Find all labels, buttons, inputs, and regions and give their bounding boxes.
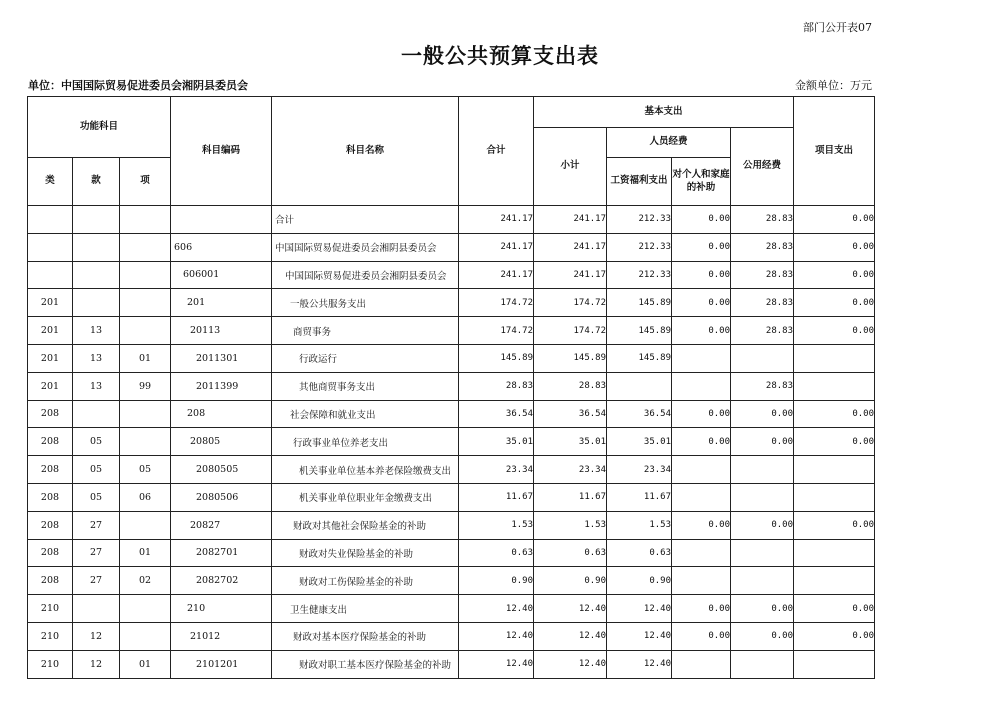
subject-name-cell: 卫生健康支出	[272, 595, 459, 623]
header-kuan: 款	[73, 158, 120, 206]
subject-code-cell: 2080506	[171, 483, 272, 511]
kuan-cell: 13	[73, 317, 120, 345]
public-expense-cell: 0.00	[731, 428, 794, 456]
family-subsidy-cell: 0.00	[672, 595, 731, 623]
lei-cell: 201	[28, 317, 73, 345]
salary-cell: 212.33	[607, 206, 672, 234]
family-subsidy-cell	[672, 456, 731, 484]
public-expense-cell: 0.00	[731, 511, 794, 539]
subject-code-cell: 2101201	[171, 650, 272, 678]
project-expense-cell: 0.00	[794, 595, 875, 623]
project-expense-cell	[794, 372, 875, 400]
lei-cell	[28, 233, 73, 261]
total-cell: 23.34	[459, 456, 534, 484]
subtotal-cell: 23.34	[534, 456, 607, 484]
kuan-cell: 05	[73, 428, 120, 456]
subtotal-cell: 28.83	[534, 372, 607, 400]
table-row	[28, 428, 875, 456]
subtotal-cell: 12.40	[534, 622, 607, 650]
subject-name-cell: 财政对基本医疗保险基金的补助	[272, 622, 459, 650]
salary-cell	[607, 372, 672, 400]
total-cell: 0.90	[459, 567, 534, 595]
public-expense-cell: 28.83	[731, 317, 794, 345]
subtotal-cell: 0.90	[534, 567, 607, 595]
table-row	[28, 511, 875, 539]
project-expense-cell	[794, 539, 875, 567]
family-subsidy-cell	[672, 650, 731, 678]
subject-code-cell: 21012	[171, 622, 272, 650]
lei-cell	[28, 206, 73, 234]
subject-code-cell: 606	[171, 233, 272, 261]
unit-label: 单位：中国国际贸易促进委员会湘阴县委员会	[28, 79, 248, 92]
lei-cell: 210	[28, 650, 73, 678]
kuan-cell	[73, 261, 120, 289]
subtotal-cell: 12.40	[534, 650, 607, 678]
table-row	[28, 372, 875, 400]
public-expense-cell	[731, 539, 794, 567]
project-expense-cell	[794, 344, 875, 372]
header-salary: 工资福利支出	[607, 158, 672, 206]
subject-code-cell: 2082701	[171, 539, 272, 567]
salary-cell: 12.40	[607, 595, 672, 623]
salary-cell: 0.90	[607, 567, 672, 595]
header-project: 项目支出	[794, 97, 875, 206]
xiang-cell: 06	[120, 483, 171, 511]
subject-code-cell: 20827	[171, 511, 272, 539]
total-cell: 12.40	[459, 595, 534, 623]
subject-name-cell: 财政对其他社会保险基金的补助	[272, 511, 459, 539]
xiang-cell: 02	[120, 567, 171, 595]
table-body	[28, 206, 875, 679]
total-cell: 11.67	[459, 483, 534, 511]
header-functional: 功能科目	[28, 97, 171, 158]
subtotal-cell: 241.17	[534, 261, 607, 289]
salary-cell: 0.63	[607, 539, 672, 567]
table-row	[28, 261, 875, 289]
total-cell: 1.53	[459, 511, 534, 539]
public-expense-cell	[731, 650, 794, 678]
kuan-cell	[73, 289, 120, 317]
family-subsidy-cell: 0.00	[672, 317, 731, 345]
project-expense-cell: 0.00	[794, 261, 875, 289]
subject-name-cell: 财政对职工基本医疗保险基金的补助	[272, 650, 459, 678]
table-row	[28, 622, 875, 650]
xiang-cell: 05	[120, 456, 171, 484]
table-row	[28, 567, 875, 595]
family-subsidy-cell: 0.00	[672, 622, 731, 650]
kuan-cell	[73, 595, 120, 623]
project-expense-cell: 0.00	[794, 622, 875, 650]
amount-unit-label: 金额单位：万元	[795, 79, 872, 92]
subject-code-cell: 2011399	[171, 372, 272, 400]
project-expense-cell: 0.00	[794, 400, 875, 428]
xiang-cell	[120, 622, 171, 650]
table-row	[28, 595, 875, 623]
kuan-cell: 27	[73, 511, 120, 539]
lei-cell: 208	[28, 483, 73, 511]
xiang-cell	[120, 233, 171, 261]
header-public: 公用经费	[731, 128, 794, 206]
header-name: 科目名称	[272, 97, 459, 206]
subtotal-cell: 0.63	[534, 539, 607, 567]
salary-cell: 212.33	[607, 233, 672, 261]
total-cell: 174.72	[459, 289, 534, 317]
subtotal-cell: 12.40	[534, 595, 607, 623]
public-expense-cell: 28.83	[731, 289, 794, 317]
subject-name-cell: 社会保障和就业支出	[272, 400, 459, 428]
subtotal-cell: 35.01	[534, 428, 607, 456]
header-basic: 基本支出	[534, 97, 794, 128]
xiang-cell	[120, 400, 171, 428]
public-expense-cell: 28.83	[731, 233, 794, 261]
xiang-cell: 01	[120, 650, 171, 678]
total-cell: 145.89	[459, 344, 534, 372]
kuan-cell: 05	[73, 456, 120, 484]
public-expense-cell: 28.83	[731, 261, 794, 289]
table-row	[28, 456, 875, 484]
table-row	[28, 483, 875, 511]
table-row	[28, 344, 875, 372]
subtotal-cell: 174.72	[534, 317, 607, 345]
subtotal-cell: 241.17	[534, 233, 607, 261]
table-row	[28, 317, 875, 345]
header-family: 对个人和家庭的补助	[672, 158, 731, 206]
family-subsidy-cell	[672, 372, 731, 400]
subject-code-cell: 208	[171, 400, 272, 428]
total-cell: 0.63	[459, 539, 534, 567]
public-expense-cell: 28.83	[731, 206, 794, 234]
subject-code-cell	[171, 206, 272, 234]
public-expense-cell: 0.00	[731, 622, 794, 650]
total-cell: 12.40	[459, 622, 534, 650]
lei-cell: 201	[28, 344, 73, 372]
family-subsidy-cell: 0.00	[672, 289, 731, 317]
subtotal-cell: 174.72	[534, 289, 607, 317]
subject-name-cell: 财政对失业保险基金的补助	[272, 539, 459, 567]
header-code: 科目编码	[171, 97, 272, 206]
family-subsidy-cell: 0.00	[672, 206, 731, 234]
project-expense-cell	[794, 567, 875, 595]
subject-code-cell: 210	[171, 595, 272, 623]
total-cell: 36.54	[459, 400, 534, 428]
lei-cell: 201	[28, 372, 73, 400]
public-expense-cell	[731, 483, 794, 511]
header-subtotal: 小计	[534, 128, 607, 206]
subtotal-cell: 241.17	[534, 206, 607, 234]
page-title: 一般公共预算支出表	[401, 43, 599, 68]
public-expense-cell	[731, 567, 794, 595]
subject-name-cell: 机关事业单位职业年金缴费支出	[272, 483, 459, 511]
table-row	[28, 233, 875, 261]
subject-name-cell: 商贸事务	[272, 317, 459, 345]
public-expense-cell: 28.83	[731, 372, 794, 400]
lei-cell: 208	[28, 456, 73, 484]
table-header	[28, 97, 875, 206]
xiang-cell	[120, 511, 171, 539]
project-expense-cell: 0.00	[794, 206, 875, 234]
family-subsidy-cell: 0.00	[672, 428, 731, 456]
total-cell: 174.72	[459, 317, 534, 345]
total-cell: 12.40	[459, 650, 534, 678]
xiang-cell	[120, 261, 171, 289]
family-subsidy-cell: 0.00	[672, 511, 731, 539]
subject-name-cell: 一般公共服务支出	[272, 289, 459, 317]
table-row	[28, 650, 875, 678]
xiang-cell: 01	[120, 344, 171, 372]
lei-cell	[28, 261, 73, 289]
project-expense-cell: 0.00	[794, 317, 875, 345]
salary-cell: 212.33	[607, 261, 672, 289]
family-subsidy-cell: 0.00	[672, 233, 731, 261]
budget-table	[27, 96, 875, 679]
salary-cell: 11.67	[607, 483, 672, 511]
family-subsidy-cell	[672, 344, 731, 372]
subtotal-cell: 36.54	[534, 400, 607, 428]
salary-cell: 12.40	[607, 622, 672, 650]
lei-cell: 201	[28, 289, 73, 317]
public-expense-cell	[731, 456, 794, 484]
subject-name-cell: 行政事业单位养老支出	[272, 428, 459, 456]
total-cell: 28.83	[459, 372, 534, 400]
kuan-cell	[73, 206, 120, 234]
subject-name-cell: 中国国际贸易促进委员会湘阴县委员会	[272, 261, 459, 289]
project-expense-cell	[794, 650, 875, 678]
subject-name-cell: 合计	[272, 206, 459, 234]
lei-cell: 208	[28, 511, 73, 539]
xiang-cell	[120, 317, 171, 345]
kuan-cell: 13	[73, 344, 120, 372]
project-expense-cell	[794, 456, 875, 484]
family-subsidy-cell	[672, 567, 731, 595]
public-expense-cell: 0.00	[731, 595, 794, 623]
document-code: 部门公开表07	[803, 21, 872, 34]
family-subsidy-cell	[672, 483, 731, 511]
total-cell: 241.17	[459, 206, 534, 234]
family-subsidy-cell: 0.00	[672, 400, 731, 428]
subtotal-cell: 11.67	[534, 483, 607, 511]
subject-code-cell: 20113	[171, 317, 272, 345]
project-expense-cell: 0.00	[794, 511, 875, 539]
subject-code-cell: 20805	[171, 428, 272, 456]
subject-code-cell: 2011301	[171, 344, 272, 372]
total-cell: 241.17	[459, 233, 534, 261]
lei-cell: 208	[28, 567, 73, 595]
salary-cell: 23.34	[607, 456, 672, 484]
xiang-cell: 01	[120, 539, 171, 567]
public-expense-cell	[731, 344, 794, 372]
header-personnel: 人员经费	[607, 128, 731, 158]
project-expense-cell: 0.00	[794, 233, 875, 261]
salary-cell: 36.54	[607, 400, 672, 428]
table-row	[28, 400, 875, 428]
xiang-cell: 99	[120, 372, 171, 400]
lei-cell: 208	[28, 400, 73, 428]
subject-name-cell: 行政运行	[272, 344, 459, 372]
project-expense-cell: 0.00	[794, 428, 875, 456]
xiang-cell	[120, 206, 171, 234]
kuan-cell: 27	[73, 567, 120, 595]
salary-cell: 35.01	[607, 428, 672, 456]
subtotal-cell: 145.89	[534, 344, 607, 372]
lei-cell: 208	[28, 539, 73, 567]
kuan-cell: 12	[73, 650, 120, 678]
salary-cell: 12.40	[607, 650, 672, 678]
lei-cell: 208	[28, 428, 73, 456]
subject-code-cell: 2080505	[171, 456, 272, 484]
subject-code-cell: 2082702	[171, 567, 272, 595]
kuan-cell	[73, 233, 120, 261]
project-expense-cell: 0.00	[794, 289, 875, 317]
lei-cell: 210	[28, 622, 73, 650]
subject-name-cell: 中国国际贸易促进委员会湘阴县委员会	[272, 233, 459, 261]
kuan-cell: 13	[73, 372, 120, 400]
header-lei: 类	[28, 158, 73, 206]
total-cell: 241.17	[459, 261, 534, 289]
kuan-cell	[73, 400, 120, 428]
subtotal-cell: 1.53	[534, 511, 607, 539]
subject-code-cell: 201	[171, 289, 272, 317]
project-expense-cell	[794, 483, 875, 511]
total-cell: 35.01	[459, 428, 534, 456]
salary-cell: 145.89	[607, 344, 672, 372]
salary-cell: 145.89	[607, 317, 672, 345]
family-subsidy-cell	[672, 539, 731, 567]
header-xiang: 项	[120, 158, 171, 206]
xiang-cell	[120, 289, 171, 317]
public-expense-cell: 0.00	[731, 400, 794, 428]
table-row	[28, 289, 875, 317]
salary-cell: 1.53	[607, 511, 672, 539]
kuan-cell: 27	[73, 539, 120, 567]
lei-cell: 210	[28, 595, 73, 623]
kuan-cell: 05	[73, 483, 120, 511]
subject-code-cell: 606001	[171, 261, 272, 289]
family-subsidy-cell: 0.00	[672, 261, 731, 289]
kuan-cell: 12	[73, 622, 120, 650]
subject-name-cell: 财政对工伤保险基金的补助	[272, 567, 459, 595]
subject-name-cell: 其他商贸事务支出	[272, 372, 459, 400]
table-row	[28, 206, 875, 234]
table-row	[28, 539, 875, 567]
header-total: 合计	[459, 97, 534, 206]
xiang-cell	[120, 428, 171, 456]
salary-cell: 145.89	[607, 289, 672, 317]
xiang-cell	[120, 595, 171, 623]
subject-name-cell: 机关事业单位基本养老保险缴费支出	[272, 456, 459, 484]
